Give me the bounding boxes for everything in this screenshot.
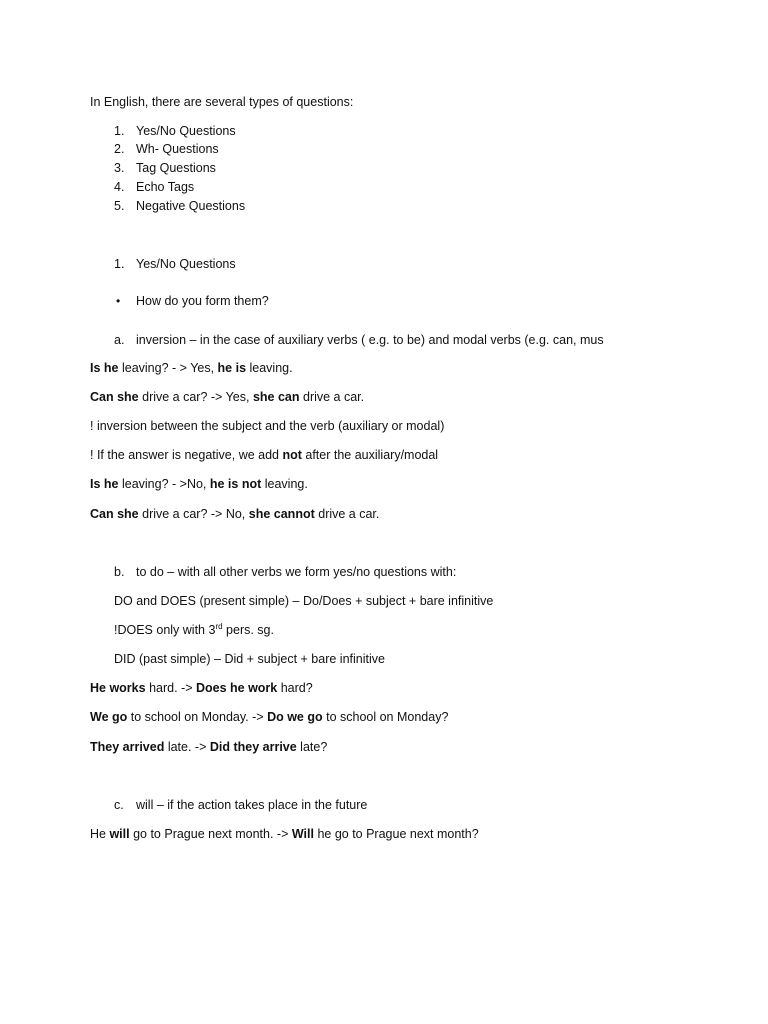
note-line: ! If the answer is negative, we add not after the auxiliary/modal	[90, 448, 439, 462]
example-line: He works hard. -> Does he work hard?	[90, 681, 313, 695]
list-item-number: 4.	[114, 180, 125, 194]
subpoint-letter: a.	[114, 333, 125, 347]
subpoint-letter: c.	[114, 798, 124, 812]
subpoint-letter: b.	[114, 565, 125, 579]
example-line: Is he leaving? - > Yes, he is leaving.	[90, 361, 293, 375]
subpoint-text: to do – with all other verbs we form yes/no questions with:	[136, 565, 457, 579]
rule-line: DID (past simple) – Did + subject + bare infinitive	[114, 652, 385, 666]
example-line: Can she drive a car? -> Yes, she can drive a car.	[90, 390, 365, 404]
bullet-icon: •	[116, 294, 121, 308]
example-line: He will go to Prague next month. -> Will he go to Prague next month?	[90, 827, 479, 841]
list-item-number: 2.	[114, 142, 125, 156]
list-item-number: 3.	[114, 161, 125, 175]
example-line: They arrived late. -> Did they arrive late?	[90, 740, 328, 754]
example-line: We go to school on Monday. -> Do we go to school on Monday?	[90, 710, 449, 724]
list-item-text: Tag Questions	[136, 161, 216, 175]
note-line: ! inversion between the subject and the verb (auxiliary or modal)	[90, 419, 445, 433]
section-number: 1.	[114, 257, 125, 271]
rule-line: DO and DOES (present simple) – Do/Does + subject + bare infinitive	[114, 594, 494, 608]
example-line: Can she drive a car? -> No, she cannot drive a car.	[90, 507, 380, 521]
list-item-text: Echo Tags	[136, 180, 195, 194]
subpoint-text: will – if the action takes place in the future	[136, 798, 368, 812]
note-line: !DOES only with 3rd pers. sg.	[114, 622, 274, 637]
list-item-text: Wh- Questions	[136, 142, 219, 156]
intro-text: In English, there are several types of questions:	[90, 95, 354, 109]
list-item-text: Yes/No Questions	[136, 124, 236, 138]
section-title: Yes/No Questions	[136, 257, 236, 271]
example-line: Is he leaving? - >No, he is not leaving.	[90, 477, 308, 491]
subpoint-text: inversion – in the case of auxiliary verbs ( e.g. to be) and modal verbs (e.g. can, mus	[136, 333, 604, 347]
bullet-text: How do you form them?	[136, 294, 269, 308]
list-item-number: 5.	[114, 199, 125, 213]
list-item-number: 1.	[114, 124, 125, 138]
list-item-text: Negative Questions	[136, 199, 246, 213]
